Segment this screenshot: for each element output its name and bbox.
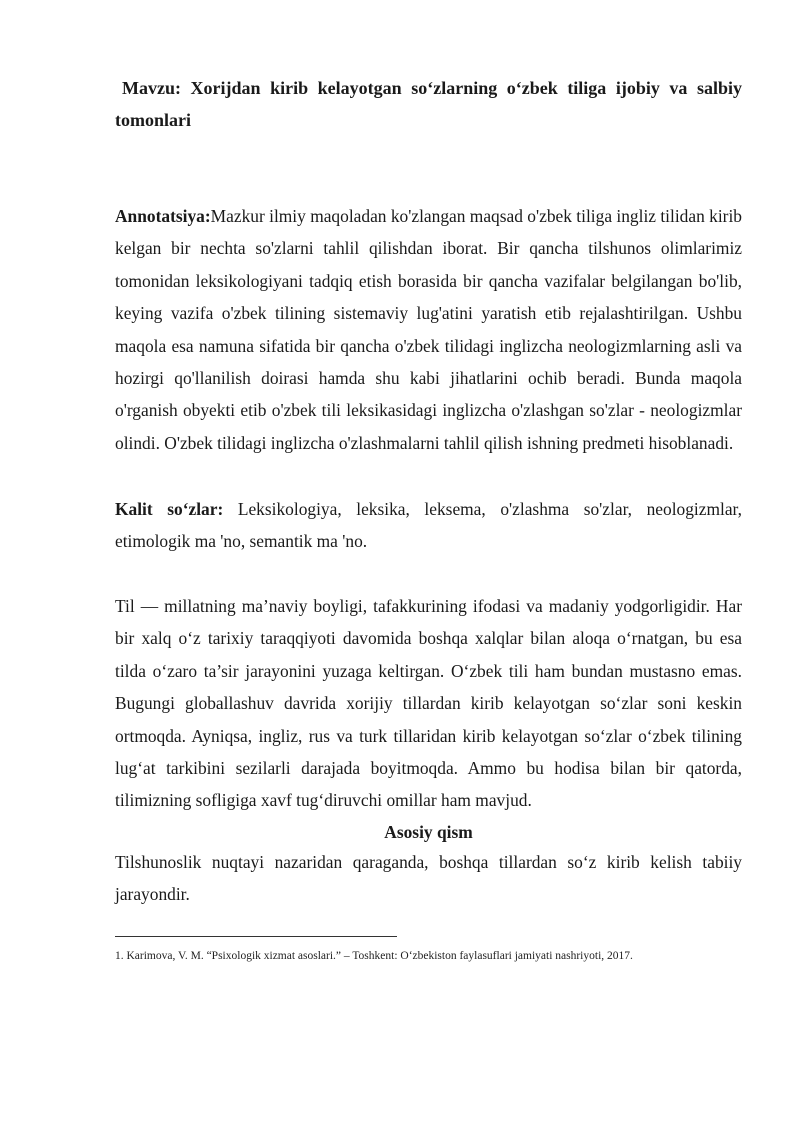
section-heading: Asosiy qism (384, 822, 473, 842)
annotation-text: Mazkur ilmiy maqoladan ko'zlangan maqsad o'zbek tiliga ingliz tilidan kirib kelgan bir nechta so'zlarni tahlil qilishdan iborat. Bir qancha tilshunos olimlarimiz tomonidan leksikologiyani tadqiq etish borasida bir qancha vazifalar belgilangan bo'lib, keying vazifa o'zbek tilining sistemaviy lug'atini yaratish etib rejalashtirilgan. Ushbu maqola esa namuna sifatida bir qancha o'zbek tilidagi inglizcha neologizmlarning asli va hozirgi qo'llanilish doirasi hamda shu kabi jihatlarini ochib beradi. Bunda maqola o'rganish obyekti etib o'zbek tili leksikasidagi inglizcha o'zlashgan so'zlar - neologizmlar olindi. O'zbek tilidagi inglizcha o'zlashmalarni tahlil qilish ishning predmeti hisoblanadi. (115, 206, 742, 453)
annotation-paragraph (115, 200, 742, 459)
footnote-divider (115, 936, 397, 937)
keywords-paragraph (115, 493, 742, 558)
section-paragraph: Tilshunoslik nuqtayi nazaridan qaraganda, boshqa tillardan so‘z kirib kelish tabiiy jarayondir. (115, 852, 742, 905)
keywords-text: Leksikologiya, leksika, leksema, o'zlashma so'zlar, neologizmlar, etimologik ma 'no, semantik ma 'no. (115, 499, 742, 552)
article-title: Mavzu: Xorijdan kirib kelayotgan so‘zlarning o‘zbek tiliga ijobiy va salbiy tomonlari (115, 78, 742, 130)
footnote: 1. Karimova, V. M. “Psixologik xizmat asoslari.” – Toshkent: O‘zbekiston faylasuflari jamiyati nashriyoti, 2017. (115, 950, 633, 962)
keywords-label: Kalit so‘zlar: (115, 499, 224, 519)
intro-paragraph: Til — millatning ma’naviy boyligi, tafakkurining ifodasi va madaniy yodgorligidir. Har bir xalq o‘z tarixiy taraqqiyoti davomida boshqa xalqlar bilan aloqa o‘rnatgan, bu esa tilda o‘zaro ta’sir jarayonini yuzaga keltirgan. O‘zbek tili ham bundan mustasno emas. Bugungi globallashuv davrida xorijiy tillardan kirib kelayotgan so‘zlar soni keskin ortmoqda. Ayniqsa, ingliz, rus va turk tillaridan kirib kelayotgan so‘zlar o‘zbek tilining lug‘at tarkibini sezilarli darajada boyitmoqda. Ammo bu hodisa bilan bir qatorda, tilimizning sofligiga xavf tug‘diruvchi omillar ham mavjud. (115, 596, 742, 811)
annotation-label: Annotatsiya: (115, 206, 211, 226)
